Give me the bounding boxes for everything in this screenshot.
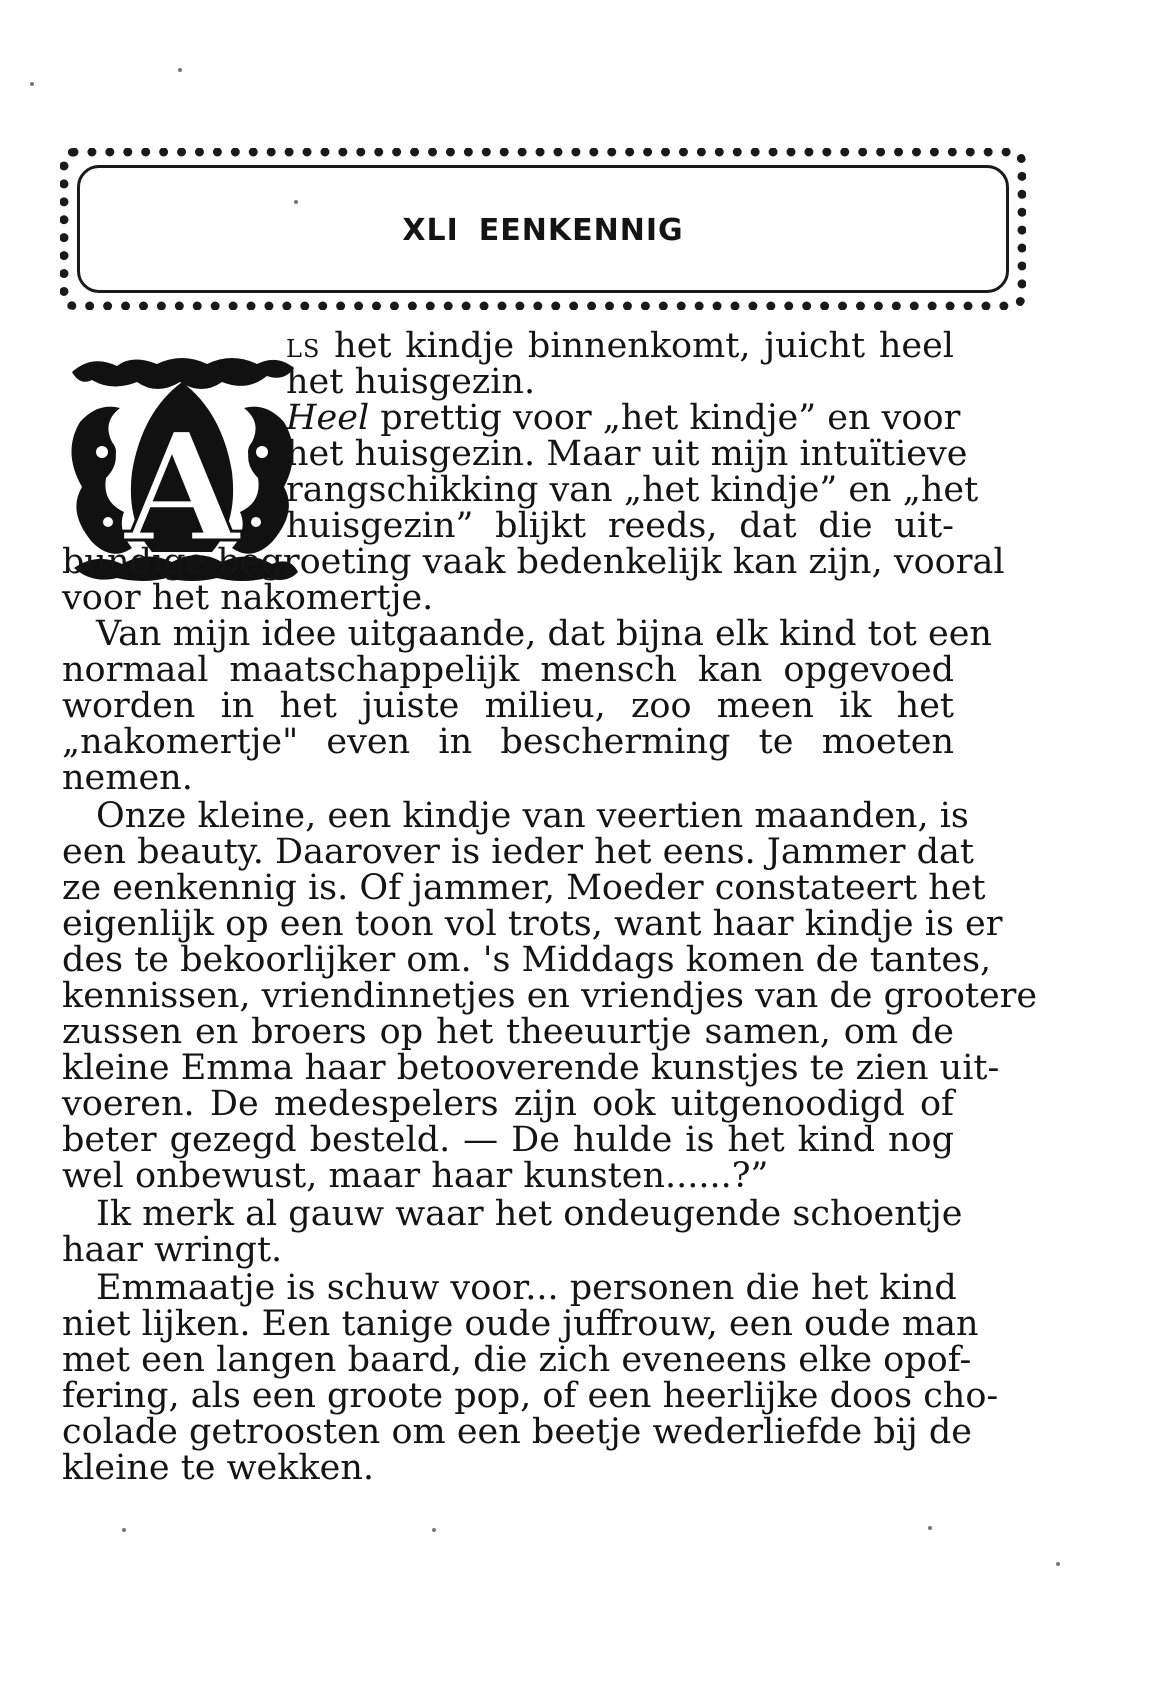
text-line-31: colade getroosten om een beetje wederliefde bij de — [62, 1412, 973, 1452]
text-line-2: het huisgezin. — [286, 362, 536, 402]
text-line-28: niet lijken. Een tanige oude juffrouw, een oude man — [62, 1304, 979, 1344]
text-line-22: voeren. De medespelers zijn ook uitgenoodigd of — [62, 1084, 954, 1124]
emphasized-word: Heel — [286, 398, 370, 438]
text-line-4: het huisgezin. Maar uit mijn intuïtieve — [286, 434, 968, 474]
text-line-14: Onze kleine, een kindje van veertien maanden, is — [96, 796, 969, 836]
text-line-25: Ik merk al gauw waar het ondeugende schoentje — [96, 1194, 963, 1234]
text-line-13: nemen. — [62, 758, 193, 798]
paper-speck — [294, 200, 298, 204]
paper-speck — [1056, 1562, 1060, 1566]
text-line-26: haar wringt. — [62, 1230, 283, 1270]
paper-speck — [122, 1528, 126, 1532]
text-line-19: kennissen, vriendinnetjes en vriendjes van de grootere — [62, 976, 1038, 1016]
text-line-23: beter gezegd besteld. — De hulde is het kind nog — [62, 1120, 954, 1160]
paper-speck — [30, 82, 34, 86]
text-line-11: worden in het juiste milieu, zoo meen ik het — [62, 686, 954, 726]
chapter-title: EENKENNIG — [478, 213, 684, 248]
paper-speck — [928, 1526, 932, 1530]
text-line-21: kleine Emma haar betooverende kunstjes te zien uit- — [62, 1048, 1000, 1088]
text-line-6: huisgezin” blijkt reeds, dat die uit- — [286, 506, 954, 546]
text-line-10: normaal maatschappelijk mensch kan opgevoed — [62, 650, 954, 690]
text-line-15: een beauty. Daarover is ieder het eens. Jammer dat — [62, 832, 974, 872]
text-line-7: bundige begroeting vaak bedenkelijk kan zijn, vooral — [62, 542, 1005, 582]
text-line-17: eigenlijk op een toon vol trots, want haar kindje is er — [62, 904, 1003, 944]
text-line-3: Heel prettig voor „het kindje” en voor — [286, 398, 961, 438]
dropcap-continuation: LS — [286, 335, 321, 363]
text-line-32: kleine te wekken. — [62, 1448, 375, 1488]
text-line-24: wel onbewust, maar haar kunsten......?” — [62, 1156, 769, 1196]
dropcap-letter: A — [123, 400, 241, 576]
chapter-number: XLI — [402, 213, 459, 248]
text-line-12: „nakomertje" even in bescherming te moeten — [62, 722, 954, 762]
text-line-30: fering, als een groote pop, of een heerlijke doos cho- — [62, 1376, 999, 1416]
text-line-5: rangschikking van „het kindje” en „het — [286, 470, 979, 510]
text-line-20: zussen en broers op het theeuurtje samen, om de — [62, 1012, 954, 1052]
text-line-9: Van mijn idee uitgaande, dat bijna elk kind tot een — [96, 614, 992, 654]
chapter-title-frame — [60, 148, 1026, 310]
paper-speck — [432, 1528, 436, 1532]
text-line-29: met een langen baard, die zich eveneens elke opof- — [62, 1340, 972, 1380]
chapter-heading — [69, 213, 1017, 248]
text-line-16: ze eenkennig is. Of jammer, Moeder constateert het — [62, 868, 986, 908]
paper-speck — [178, 68, 182, 72]
text-line-1: LS het kindje binnenkomt, juicht heel — [286, 326, 954, 366]
text-line-8: voor het nakomertje. — [62, 578, 434, 618]
text-line-18: des te bekoorlijker om. 's Middags komen de tantes, — [62, 940, 992, 980]
text-line-27: Emmaatje is schuw voor... personen die het kind — [96, 1268, 957, 1308]
